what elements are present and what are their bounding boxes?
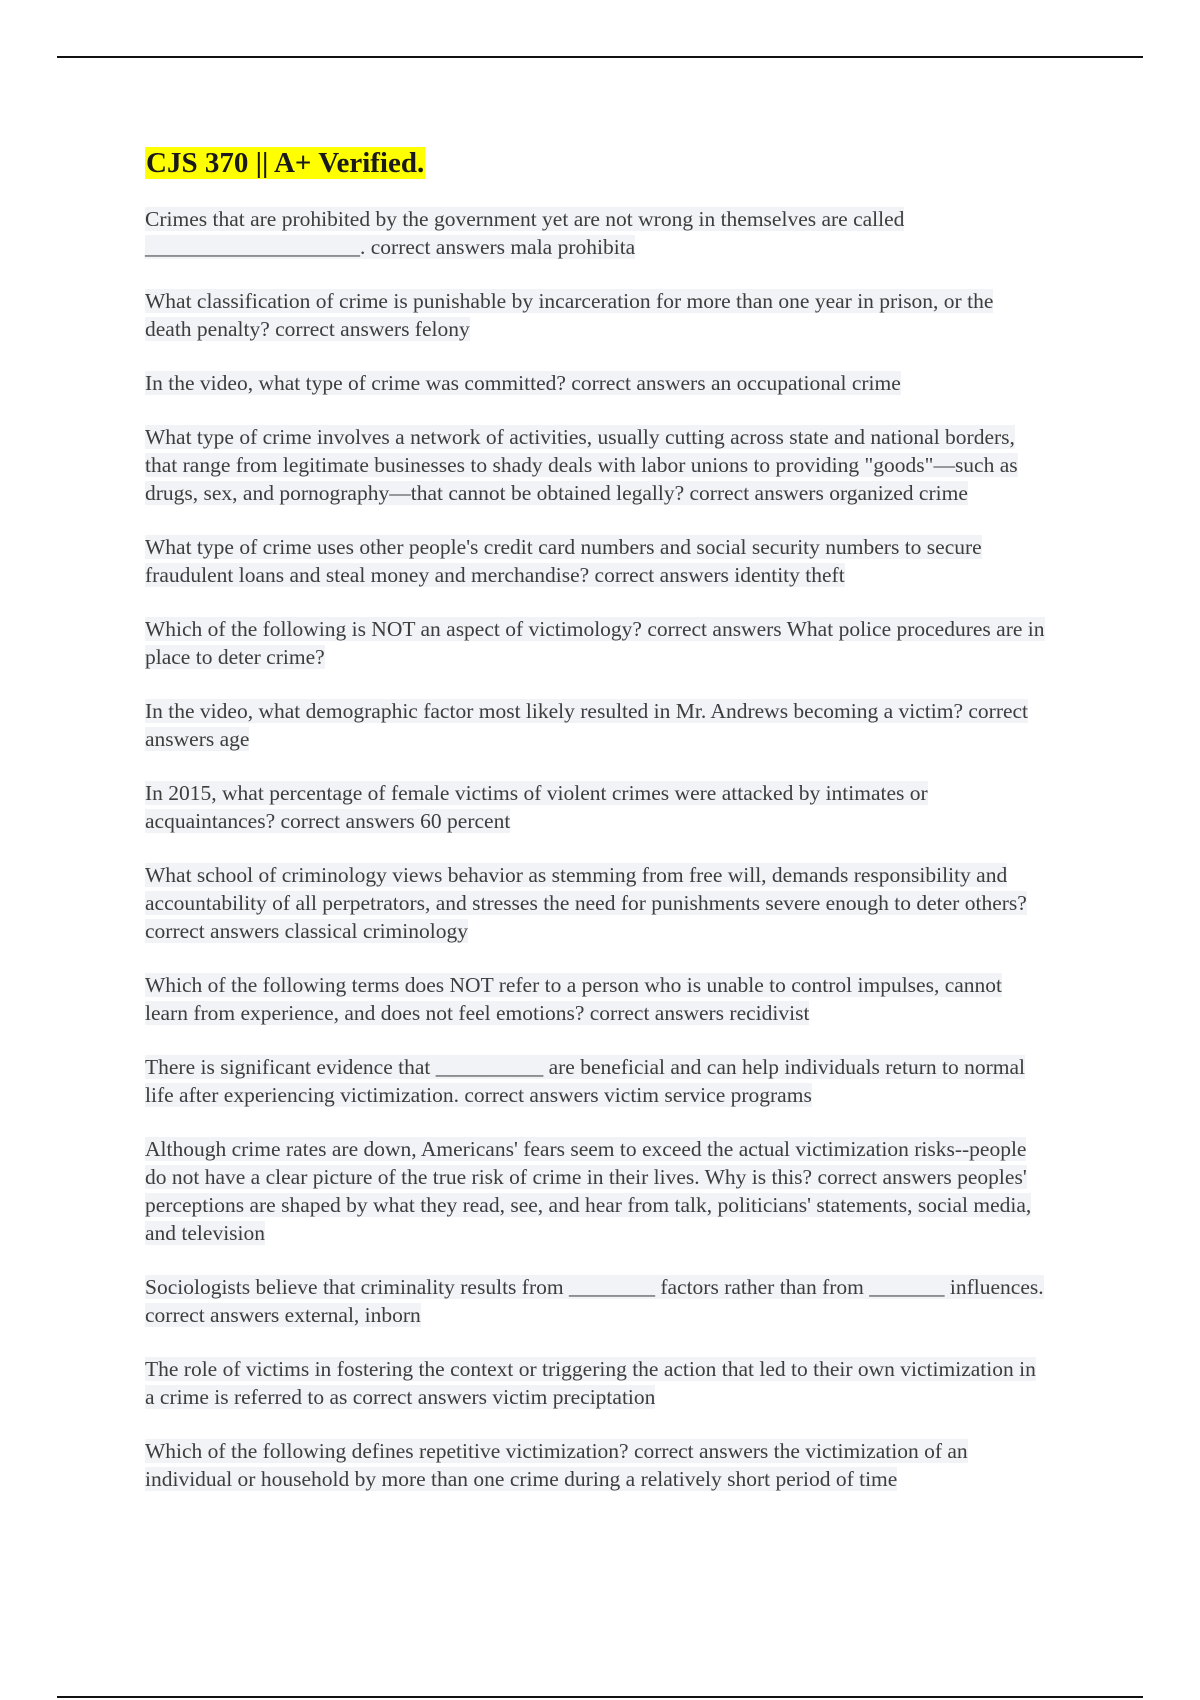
- document-body: [145, 145, 1045, 1519]
- qa-text: What classification of crime is punishable by incarceration for more than one year in prison, or the death penalty? correct answers felony: [145, 289, 994, 341]
- qa-item: [145, 1355, 1045, 1411]
- qa-item: [145, 287, 1045, 343]
- qa-text: The role of victims in fostering the context or triggering the action that led to their own victimization in a crime is referred to as correct answers victim preciptation: [145, 1357, 1036, 1409]
- document-title-highlight: CJS 370 || A+ Verified.: [146, 147, 425, 179]
- qa-item: [145, 615, 1045, 671]
- qa-item: [145, 1437, 1045, 1493]
- top-rule: [57, 56, 1143, 58]
- qa-item: [145, 697, 1045, 753]
- document-title: [145, 145, 1045, 181]
- qa-item: [145, 1273, 1045, 1329]
- qa-text: What type of crime uses other people's credit card numbers and social security numbers to secure fraudulent loans and steal money and merchandise? correct answers identity theft: [145, 535, 982, 587]
- qa-text: What school of criminology views behavior as stemming from free will, demands responsibility and accountability of all perpetrators, and stresses the need for punishments severe enough to deter others? correct answers classical criminology: [145, 863, 1027, 943]
- qa-text: In the video, what demographic factor most likely resulted in Mr. Andrews becoming a victim? correct answers age: [145, 699, 1029, 751]
- bottom-rule: [57, 1696, 1143, 1698]
- qa-item: [145, 1053, 1045, 1109]
- qa-text: There is significant evidence that __________ are beneficial and can help individuals return to normal life after experiencing victimization. correct answers victim service programs: [145, 1055, 1026, 1107]
- qa-text: Although crime rates are down, Americans' fears seem to exceed the actual victimization risks--people do not have a clear picture of the true risk of crime in their lives. Why is this? correct answers peoples' perceptions are shaped by what they read, see, and hear from talk, politicians' statements, social media, and television: [145, 1137, 1032, 1245]
- qa-item: [145, 369, 1045, 397]
- qa-text: Which of the following defines repetitive victimization? correct answers the victimization of an individual or household by more than one crime during a relatively short period of time: [145, 1439, 968, 1491]
- qa-text: What type of crime involves a network of activities, usually cutting across state and national borders, that range from legitimate businesses to shady deals with labor unions to providing "goods"—such as drugs, sex, and pornography—that cannot be obtained legally? correct answers organized crime: [145, 425, 1018, 505]
- qa-text: In the video, what type of crime was committed? correct answers an occupational crime: [145, 371, 901, 395]
- qa-item: [145, 971, 1045, 1027]
- qa-item: [145, 533, 1045, 589]
- qa-item: [145, 423, 1045, 507]
- qa-text: Which of the following is NOT an aspect of victimology? correct answers What police procedures are in place to deter crime?: [145, 617, 1045, 669]
- qa-item: [145, 861, 1045, 945]
- qa-text: Sociologists believe that criminality results from ________ factors rather than from _______ influences. correct answers external, inborn: [145, 1275, 1044, 1327]
- qa-item: [145, 779, 1045, 835]
- qa-item: [145, 205, 1045, 261]
- qa-text: Which of the following terms does NOT refer to a person who is unable to control impulses, cannot learn from experience, and does not feel emotions? correct answers recidivist: [145, 973, 1003, 1025]
- qa-text: In 2015, what percentage of female victims of violent crimes were attacked by intimates or acquaintances? correct answers 60 percent: [145, 781, 928, 833]
- qa-text: Crimes that are prohibited by the government yet are not wrong in themselves are called ____________________. correct answers mala prohibita: [145, 207, 905, 259]
- qa-item: [145, 1135, 1045, 1247]
